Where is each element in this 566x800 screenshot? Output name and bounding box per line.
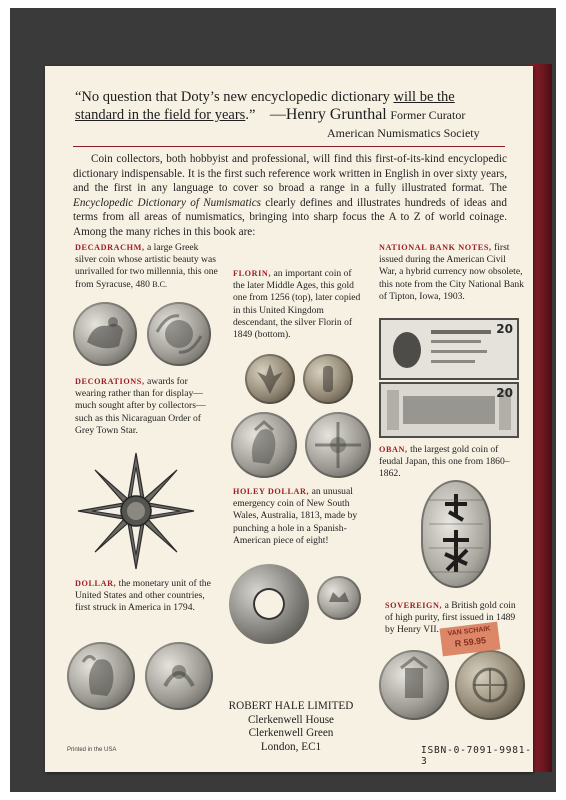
order-star-image <box>75 450 197 572</box>
entry-decorations <box>75 376 221 437</box>
entry-head: SOVEREIGN, <box>385 601 443 610</box>
entry-head: OBAN, <box>379 445 408 454</box>
printed-in-label: Printed in the USA <box>67 747 117 753</box>
florin-gold-obverse-image <box>245 354 295 404</box>
banknote-back-image <box>379 382 519 438</box>
publisher-line-3: London, EC1 <box>260 740 322 753</box>
entry-head: DECADRACHM, <box>75 243 145 252</box>
intro-part-1: Coin collectors, both hobbyist and professional, will find this first-of-its-kind encyclopedic dictionary indispensable. It is the first such reference work written in English in over sixty years, and the first in any language to cover so broad a range in a fully illustrated format. The <box>73 153 507 195</box>
divider-rule <box>73 146 505 147</box>
oban-coin-image <box>421 480 491 588</box>
holey-dollar-dump-image <box>317 576 361 620</box>
sticker-price: R 59.95 <box>454 635 487 649</box>
publisher-line-2: Clerkenwell Green <box>248 727 334 740</box>
dollar-obverse-image <box>67 642 135 710</box>
banknote-back-denomination: 20 <box>496 386 513 400</box>
entry-oban <box>379 444 519 481</box>
entry-holey-dollar <box>233 486 371 547</box>
entry-national-bank-notes <box>379 242 525 303</box>
sovereign-obverse-image <box>379 650 449 720</box>
isbn-number: ISBN-0-7091-9981-3 <box>421 745 532 767</box>
quote-underlined-1: will be the <box>393 89 455 105</box>
banknote-denomination: 20 <box>496 322 513 336</box>
publisher-block <box>221 700 361 754</box>
quote-underlined-2: standard in the field for years <box>75 107 246 123</box>
book-back-cover <box>45 66 533 772</box>
entry-head: HOLEY DOLLAR, <box>233 487 310 496</box>
publisher-name: ROBERT HALE LIMITED <box>228 700 354 712</box>
entry-text: awards for wearing rather than for display—much sought after by collectors—such as this Nicaraguan Order of Grey Town Star. <box>75 376 206 436</box>
dollar-reverse-image <box>145 642 213 710</box>
publisher-line-1: Clerkenwell House <box>247 713 335 726</box>
entry-florin <box>233 268 365 341</box>
entry-era: B.C. <box>152 279 167 289</box>
entry-head: DECORATIONS, <box>75 377 145 386</box>
entry-head: NATIONAL BANK NOTES, <box>379 243 492 252</box>
book-spine <box>530 64 552 772</box>
sticker-shop: VAN SCHAIK <box>447 625 491 638</box>
banknote-front-image <box>379 318 519 380</box>
holey-dollar-ring-image <box>229 564 309 644</box>
quote-role: Former Curator <box>390 108 466 122</box>
florin-silver-reverse-image <box>305 412 371 478</box>
entry-text: the largest gold coin of feudal Japan, this one from 1860–1862. <box>379 444 510 480</box>
entry-text: an unusual emergency coin of New South Wales, Australia, 1813, made by punching a hole in a Spanish-American piece of eight! <box>233 486 358 546</box>
entry-text: a large Greek silver coin whose artistic beauty was unrivalled for two millennia, this one from Syracuse, 480 <box>75 242 218 290</box>
intro-book-title: Encyclopedic Dictionary of Numismatics <box>73 196 262 209</box>
entry-dollar <box>75 578 221 615</box>
decadrachm-obverse-image <box>73 302 137 366</box>
entry-head: FLORIN, <box>233 269 272 278</box>
review-quote <box>75 88 515 142</box>
intro-paragraph <box>73 152 507 240</box>
entry-text: a British gold coin of high purity, first issued in 1489 by Henry VII. <box>385 600 516 636</box>
entry-decadrachm <box>75 242 221 291</box>
quote-society: American Numismatics Society <box>327 126 480 140</box>
quote-lead: “No question that Doty’s new encyclopedic dictionary <box>75 89 394 105</box>
florin-gold-reverse-image <box>303 354 353 404</box>
entry-text: first issued during the American Civil War, a hybrid currency now obsolete, this note from the City National Bank of Tipton, Iowa, 1903. <box>379 242 524 302</box>
entry-text: an important coin of the later Middle Ages, this gold one from 1256 (top), later copied in this United Kingdom descendant, the silver Florin of 1849 (bottom). <box>233 268 361 341</box>
florin-silver-obverse-image <box>231 412 297 478</box>
quote-author: —Henry Grunthal <box>269 106 387 123</box>
quote-tail: .” <box>245 107 256 123</box>
intro-part-2: clearly defines and illustrates hundreds of ideas and terms from all areas of numismatics, bringing into sharp focus the A to Z of world coinage. Among the many riches in this book are: <box>73 196 507 238</box>
decadrachm-reverse-image <box>147 302 211 366</box>
entry-head: DOLLAR, <box>75 579 117 588</box>
entry-text: the monetary unit of the United States and other countries, first struck in America in 1794. <box>75 578 211 614</box>
sovereign-reverse-image <box>455 650 525 720</box>
